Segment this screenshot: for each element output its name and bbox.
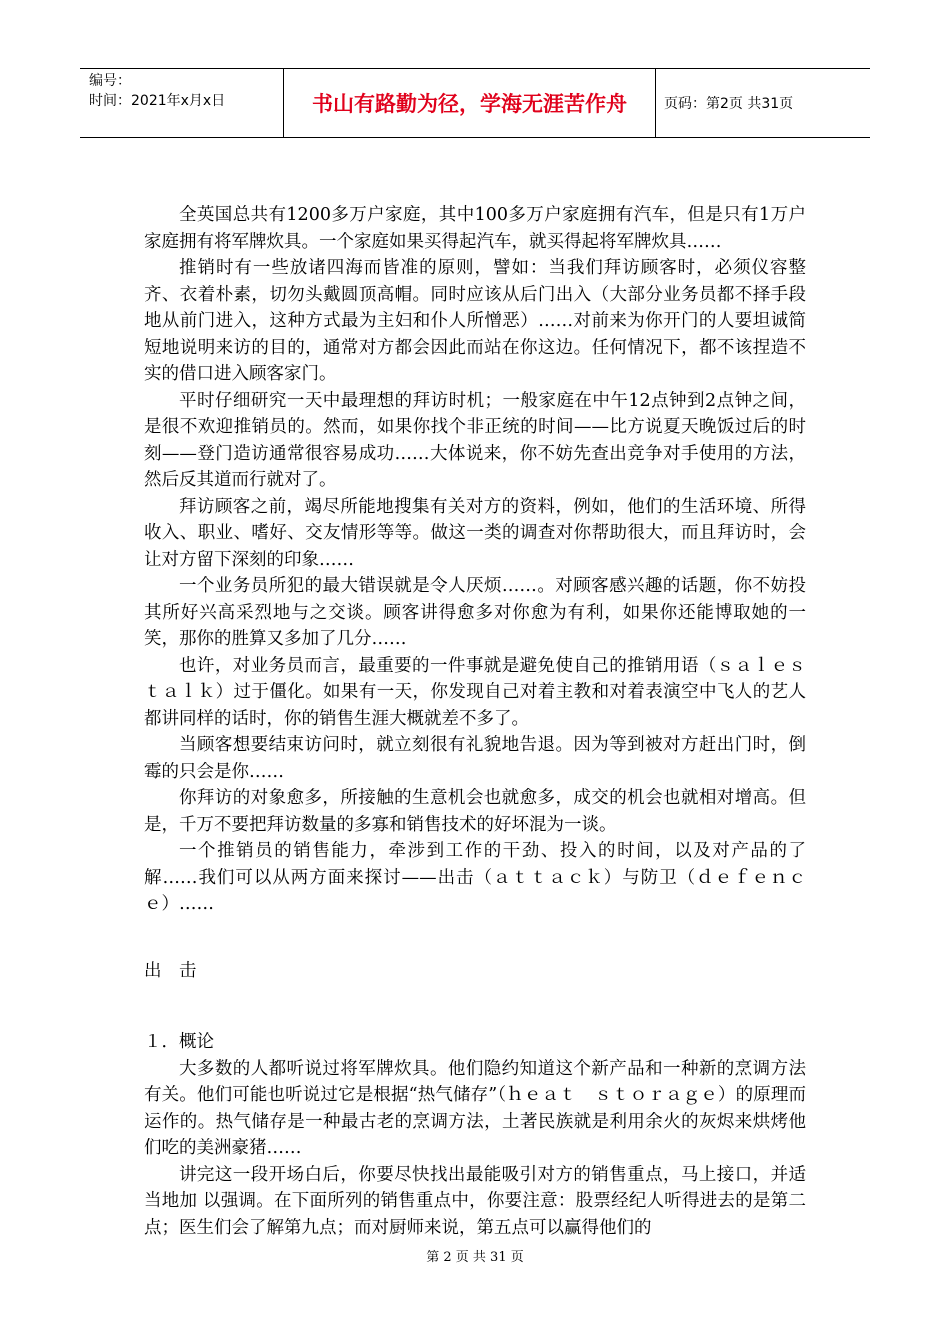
section-body [144,1029,806,1241]
paragraph: 大多数的人都听说过将军牌炊具。他们隐约知道这个新产品和一种新的烹调方法有关。他们可能也听说过它是根据“热气储存”（ｈｅａｔ ｓｔｏｒａｇｅ）的原理而运作的。热气储存是一种最古老的烹调方法，土著民族就是利用余火的灰烬来烘烤他们吃的美洲豪猪…… [144,1058,806,1158]
page-footer: 第 2 页 共 31 页 [426,1250,524,1265]
paragraph: 拜访顾客之前，竭尽所能地搜集有关对方的资料，例如，他们的生活环境、所得收入、职业、嗜好、交友情形等等。做这一类的调查对你帮助很大，而且拜访时，会让对方留下深刻的印象…… [144,496,806,570]
page-header [80,68,870,138]
header-page-info: 页码：第2页 共31页 [664,96,794,112]
paragraph: 一个推销员的销售能力，牵涉到工作的干劲、投入的时间，以及对产品的了解……我们可以从两方面来探讨——出击（ａｔｔａｃｋ）与防卫（ｄｅｆｅｎｃｅ）…… [144,841,806,914]
header-motto: 书山有路勤为径，学海无涯苦作舟 [283,69,656,137]
document-date: 时间：2021年x月x日 [89,93,226,109]
paragraph: 全英国总共有1200多万户家庭，其中100多万户家庭拥有汽车，但是只有1万户家庭拥有将军牌炊具。一个家庭如果买得起汽车，就买得起将军牌炊具…… [144,205,806,252]
paragraph: 也许，对业务员而言，最重要的一件事就是避免使自己的推销用语（ｓａｌｅｓ ｔａｌｋ）过于僵化。如果有一天，你发现自己对着主教和对着表演空中飞人的艺人都讲同样的话时，你的销售生涯大概就差不多了。 [144,655,824,729]
paragraph: 当顾客想要结束访问时，就立刻很有礼貌地告退。因为等到被对方赶出门时，倒霉的只会是你…… [144,735,806,782]
paragraph: 平时仔细研究一天中最理想的拜访时机；一般家庭在中午12点钟到2点钟之间，是很不欢迎推销员的。然而，如果你找个非正统的时间——比方说夏天晚饭过后的时刻——登门造访通常很容易成功……大体说来，你不妨先查出竞争对手使用的方法，然后反其道而行就对了。 [144,390,806,490]
body-text [144,202,824,918]
header-meta [80,69,283,137]
paragraph: 你拜访的对象愈多，所接触的生意机会也就愈多，成交的机会也就相对增高。但是，千万不要把拜访数量的多寡和销售技术的好坏混为一谈。 [144,788,806,835]
document-number-label: 编号： [89,73,131,89]
subheading: １．概论 [144,1032,214,1052]
section-heading: 出 击 [144,961,197,981]
paragraph: 讲完这一段开场白后，你要尽快找出最能吸引对方的销售重点，马上接口，并适当地加 以强调。在下面所列的销售重点中，你要注意：股票经纪人听得进去的是第二点；医生们会了解第九点；而对厨师来说，第五点可以赢得他们的 [144,1164,806,1238]
paragraph: 推销时有一些放诸四海而皆准的原则，譬如：当我们拜访顾客时，必须仪容整齐、衣着朴素，切勿头戴圆顶高帽。同时应该从后门出入（大部分业务员都不择手段地从前门进入，这种方式最为主妇和仆人所憎恶）……对前来为你开门的人要坦诚简短地说明来访的目的，通常对方都会因此而站在你这边。任何情况下，都不该捏造不实的借口进入顾客家门。 [144,258,806,384]
paragraph: 一个业务员所犯的最大错误就是令人厌烦……。对顾客感兴趣的话题，你不妨投其所好兴高采烈地与之交谈。顾客讲得愈多对你愈为有利，如果你还能博取她的一笑，那你的胜算又多加了几分…… [144,576,806,649]
